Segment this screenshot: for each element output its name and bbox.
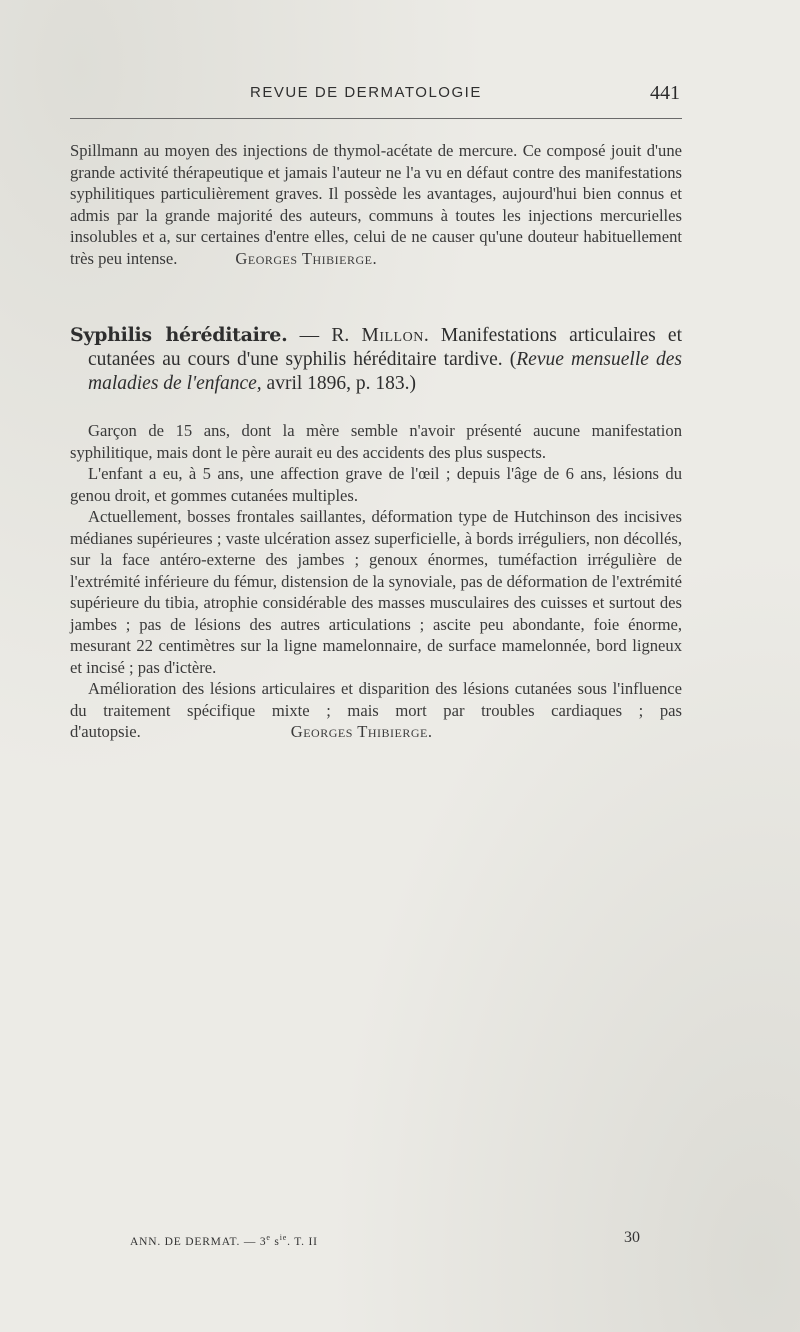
paragraph-body: Spillmann au moyen des injections de thymol-acétate de mercure. Ce composé jouit d'une grande activité thérapeutique et jamais l'auteur ne l'a vu en défaut contre des manifestations syphilitiques particulièrement graves. Il possède les avantages, aujourd'hui bien connus et admis par la grande majorité des auteurs, communs à toutes les injections mercurielles insolubles et a, sur certaines d'entre elles, celui de ne causer qu'une douteur habituellement très peu intense. xyxy=(70,141,682,268)
author-initial: R. xyxy=(331,325,362,346)
summary-paragraph-4 xyxy=(70,678,682,743)
paragraph-text xyxy=(70,140,682,269)
page-footer xyxy=(130,1229,640,1251)
volume-mark-part: ANN. DE DERMAT. — 3 xyxy=(130,1235,267,1248)
volume-mark-part: . T. II xyxy=(287,1235,318,1248)
volume-mark-sup: ie xyxy=(279,1233,288,1242)
continued-paragraph xyxy=(70,140,682,269)
header-rule xyxy=(70,118,682,119)
summary-paragraph-3: Actuellement, bosses frontales saillantes, déformation type de Hutchinson des incisives médianes supérieures ; vaste ulcération assez superficielle, à bords irréguliers, non décollés, sur la face antéro-externe des jambes ; genoux énormes, tuméfaction irrégulière de l'extrémité inférieure du fémur, distension de la synoviale, pas de déformation de l'extrémité supérieure du tibia, atrophie considérable des masses musculaires des cuisses et surtout des jambes ; pas de lésions des autres articulations ; ascite peu abondante, foie énorme, mesurant 22 centimètres sur la ligne mamelonnaire, de surface mamelonnée, bord ligneux et incisé ; pas d'ictère. xyxy=(70,507,682,677)
title-dash: — xyxy=(287,325,332,346)
journal-name: Revue mensuelle des maladies de l'enfance, xyxy=(88,349,682,394)
signature-number: 30 xyxy=(624,1229,640,1246)
volume-mark-part: s xyxy=(270,1235,280,1248)
article-subject: . Manifestations articulaires et cutanées au cours d'une syphilis héréditaire tardive. ( xyxy=(88,325,682,370)
article-heading xyxy=(70,323,682,396)
page-number: 441 xyxy=(650,82,680,104)
article-citation xyxy=(70,323,682,396)
article-summary xyxy=(70,420,682,743)
journal-citation: avril 1896, p. 183.) xyxy=(261,373,417,394)
author-signature: Georges Thibierge. xyxy=(290,722,433,741)
volume-mark-sup: e xyxy=(266,1233,271,1242)
running-title: REVUE DE DERMATOLOGIE xyxy=(250,84,482,101)
summary-paragraph-4-text: Amélioration des lésions articulaires et disparition des lésions cutanées sous l'influence du traitement spécifique mixte ; mais mort par troubles cardiaques ; pas d'autopsie. xyxy=(70,679,682,741)
author-signature: Georges Thibierge. xyxy=(235,248,378,268)
journal-volume-mark xyxy=(130,1233,318,1248)
running-head xyxy=(70,82,682,110)
summary-paragraph-1: Garçon de 15 ans, dont la mère semble n'avoir présenté aucune manifestation syphilitique, mais dont le père aurait eu des accidents des plus suspects. xyxy=(70,421,682,462)
summary-paragraph-2: L'enfant a eu, à 5 ans, une affection grave de l'œil ; depuis l'âge de 6 ans, lésions du genou droit, et gommes cutanées multiples. xyxy=(70,464,682,505)
article-title: Syphilis héréditaire. xyxy=(70,324,288,346)
author-name: Millon xyxy=(361,325,424,346)
